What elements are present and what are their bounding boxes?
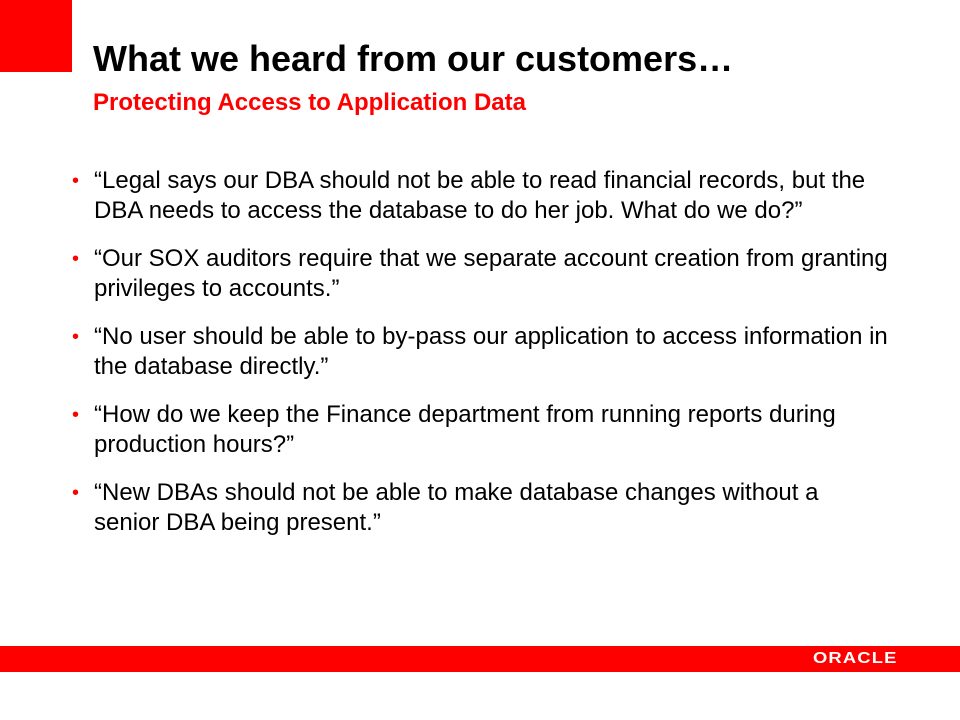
footer-bar bbox=[0, 646, 960, 672]
bullet-item bbox=[70, 322, 890, 382]
corner-accent-block bbox=[0, 0, 72, 72]
bullet-dot-icon: • bbox=[72, 170, 80, 192]
bullet-text: “New DBAs should not be able to make database changes without a senior DBA being present.” bbox=[94, 479, 819, 536]
bullet-item bbox=[70, 244, 890, 304]
bullet-dot-icon: • bbox=[72, 248, 80, 270]
bullet-text: “Legal says our DBA should not be able to read financial records, but the DBA needs to access the database to do her job. What do we do?” bbox=[94, 167, 866, 224]
bullet-item bbox=[70, 400, 890, 460]
bullet-dot-icon: • bbox=[72, 326, 80, 348]
bullet-text: “How do we keep the Finance department from running reports during production hours?” bbox=[94, 401, 836, 458]
slide-title: What we heard from our customers… bbox=[93, 38, 734, 79]
slide-subtitle: Protecting Access to Application Data bbox=[93, 89, 526, 116]
bullet-list bbox=[70, 166, 890, 556]
bullet-dot-icon: • bbox=[72, 404, 80, 426]
bullet-item bbox=[70, 166, 890, 226]
oracle-logo: ORACLE bbox=[813, 650, 898, 667]
bullet-text: “No user should be able to by-pass our application to access information in the database directly.” bbox=[94, 323, 888, 380]
bullet-item bbox=[70, 478, 890, 538]
bullet-text: “Our SOX auditors require that we separate account creation from granting privileges to accounts.” bbox=[94, 245, 888, 302]
bullet-dot-icon: • bbox=[72, 482, 80, 504]
